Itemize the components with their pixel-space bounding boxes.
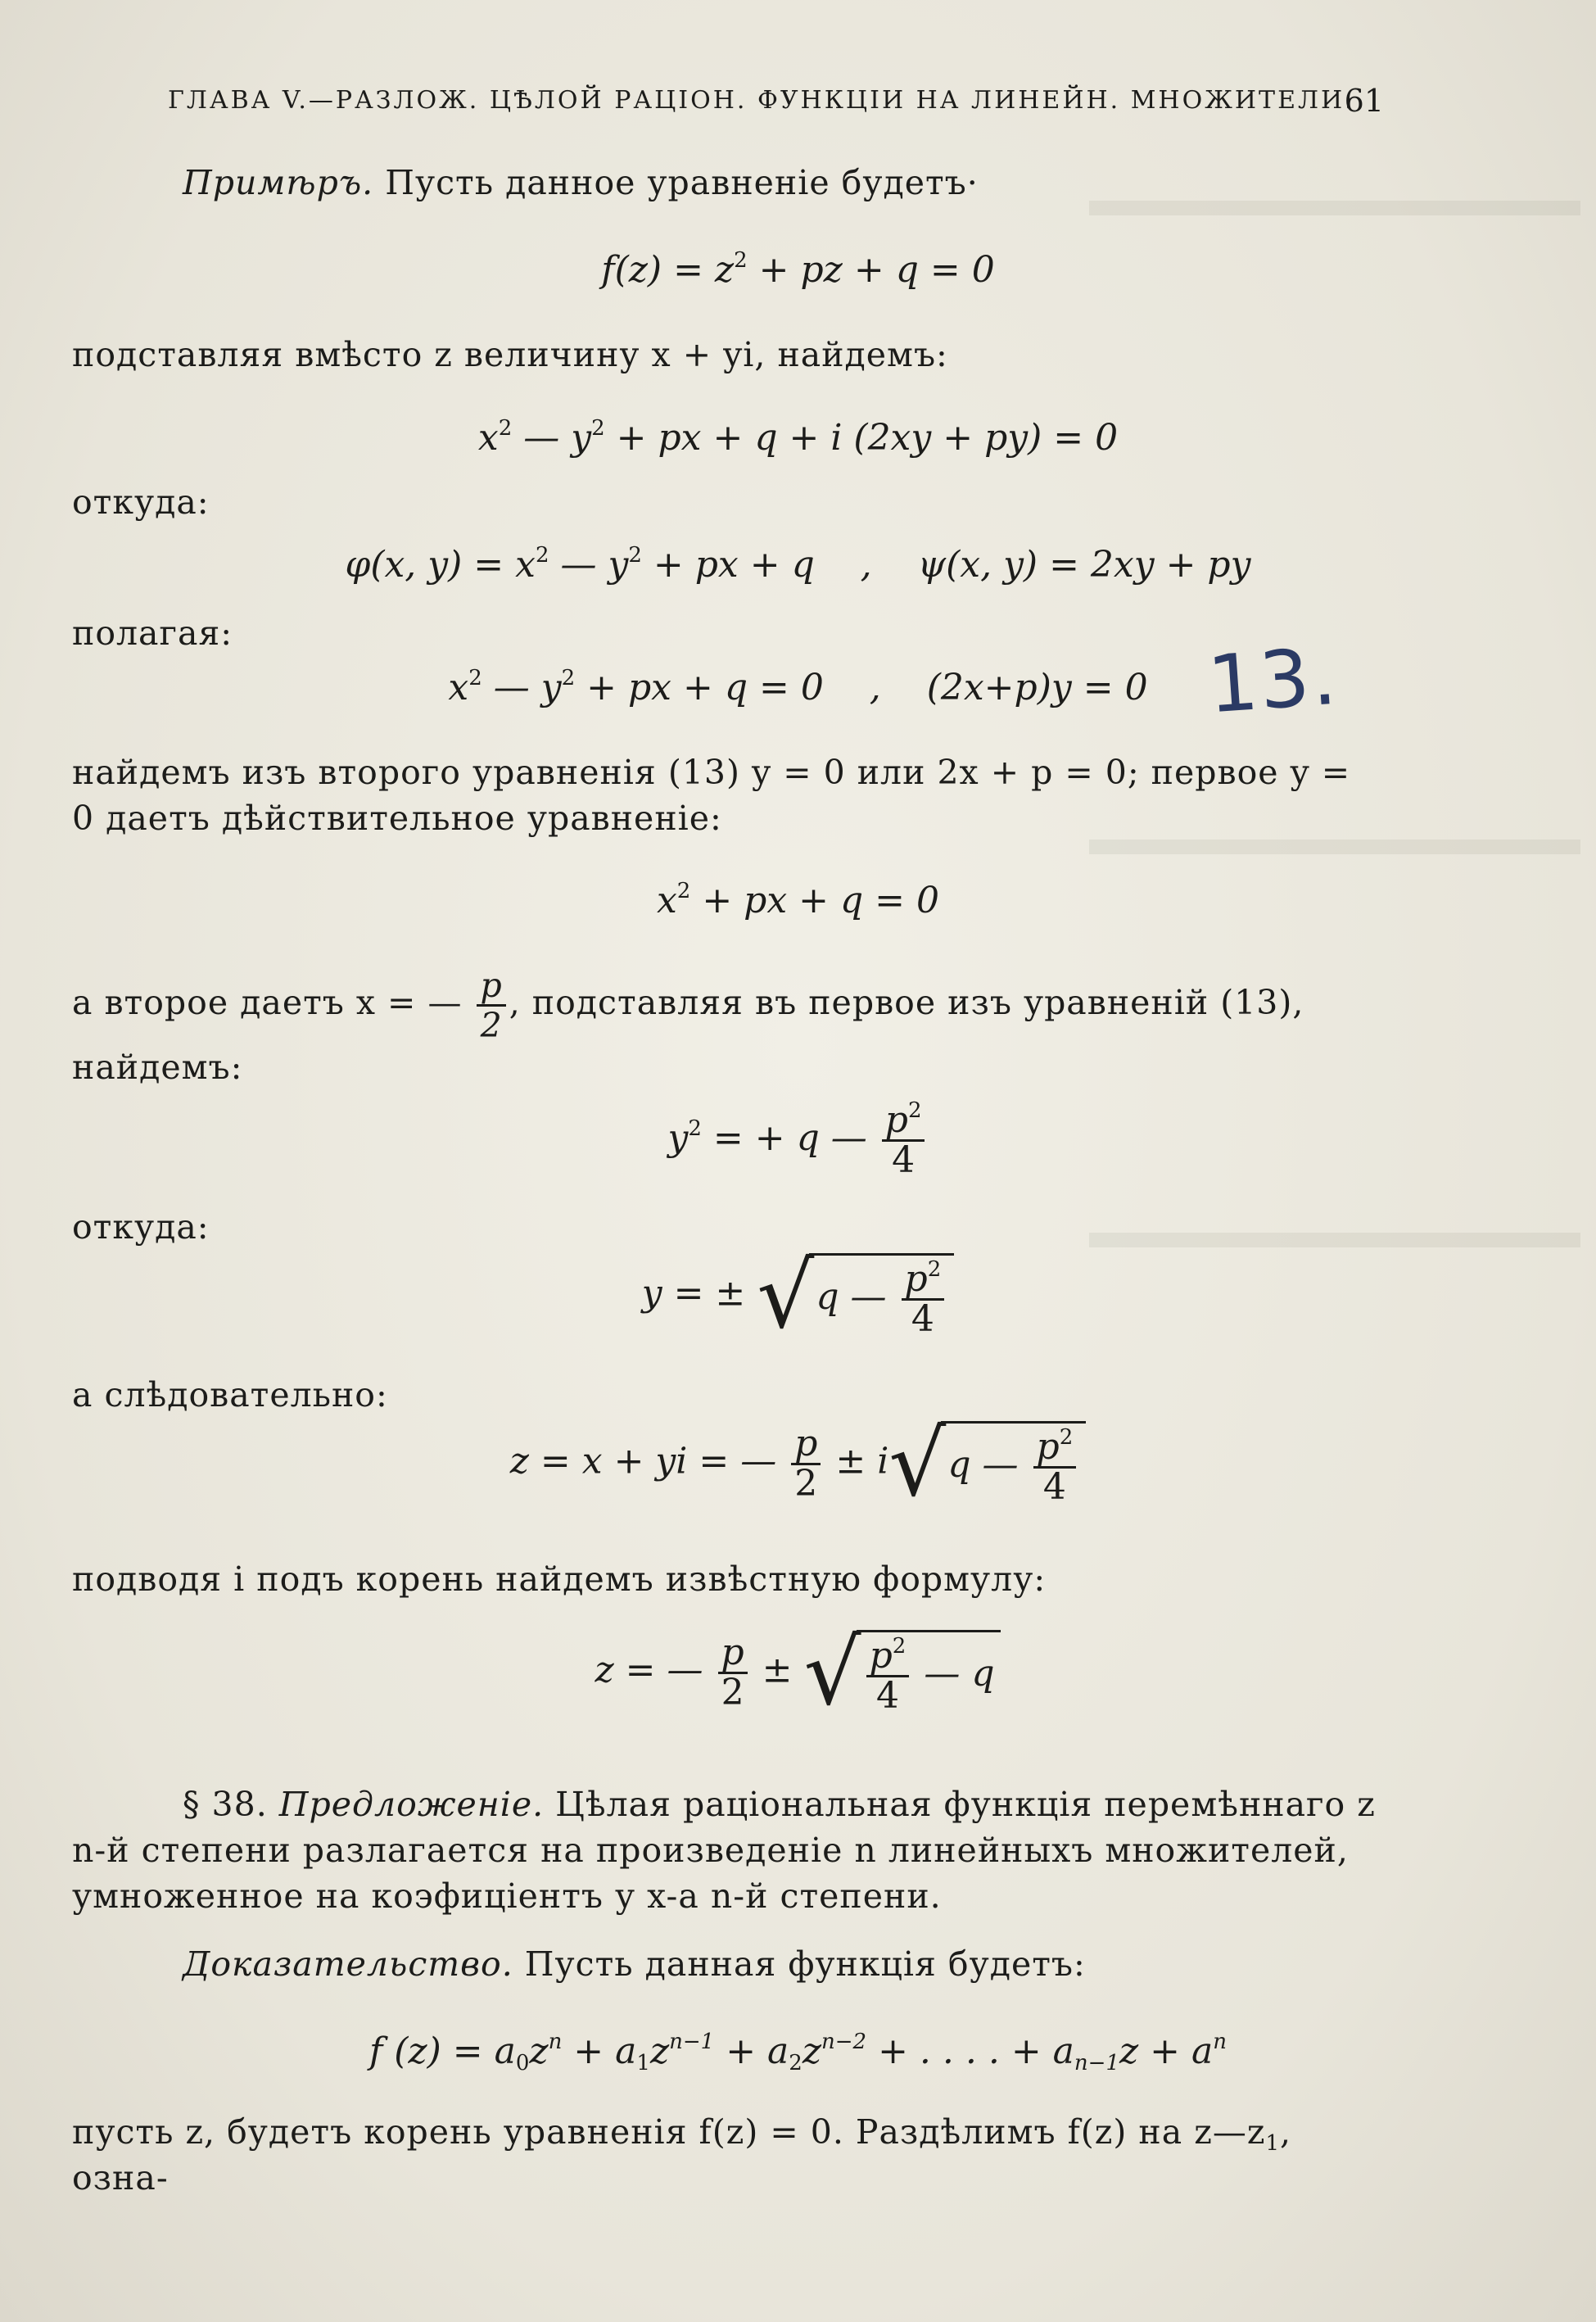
equation-5: $x^2$ + px + q = 0: [656, 879, 940, 921]
paragraph-2: откуда:: [72, 482, 210, 522]
equation-9: z = — $\frac{p}{2}$ ± √ $\frac{p^2}{4}$ — q: [0, 1630, 1596, 1715]
equation-3: φ(x, $y) = x^2$ — $y^2$ + px + q , ψ(x, y) = 2xy + py: [345, 543, 1251, 586]
equation-10: f $(z) = a_0z^n + a_1z^{n-1} + a_2z^{n-2}$ + . . . . + $a_{n-1}z + a^n$: [368, 2030, 1228, 2075]
example-intro-text: Пусть данное уравненіе будетъ·: [373, 163, 979, 202]
paragraph-1: подставляя вмѣсто z величину x + yi, найдемъ:: [72, 335, 948, 374]
equation-7: y = ± √q — $\frac{p^2}{4}$: [0, 1253, 1596, 1338]
paragraph-3: полагая:: [72, 613, 233, 653]
bleed-through-line: [1089, 840, 1580, 854]
equation-6: $y^2$ = + q — $\frac{p^2}{4}$: [0, 1102, 1596, 1179]
example-label: Примѣръ.: [183, 163, 374, 202]
example-intro: [72, 160, 1382, 206]
proof-label: Доказательство.: [183, 1944, 513, 1984]
equation-8: z = x + yi = — $\frac{p}{2}$ ± i√q — $\frac{p^2}{4}$: [0, 1421, 1596, 1506]
proof-intro: [72, 1941, 1382, 1987]
section-text: Цѣлая раціональная функція перемѣннаго z n-й степени разлагается на произведеніе n линейныхъ множителей, умноженное на коэфиціентъ у x-а n-й степени.: [72, 1785, 1376, 1916]
paragraph-8: подводя i подъ корень найдемъ извѣстную формулу:: [72, 1559, 1047, 1599]
paragraph-4: найдемъ изъ второго уравненія (13) y = 0 или 2x + p = 0; первое y = 0 даетъ дѣйствительное уравненіе:: [72, 753, 1351, 838]
handwritten-annotation: 13.: [1205, 630, 1341, 731]
proof-text: Пусть данная функція будетъ:: [513, 1944, 1086, 1984]
equation-1: $f(z) = z^2$ + pz + q = 0: [601, 248, 995, 291]
page-number: 61: [1344, 83, 1384, 119]
equation-2: $x^2$ — $y^2$ + px + q + i (2xy + py) = 0: [477, 416, 1119, 459]
paragraph-9: пусть z, будетъ корень уравненія f(z) = 0. Раздѣлимъ f(z) на $z—z_1$, озна-: [72, 2112, 1292, 2198]
section-label: Предложеніе.: [278, 1785, 545, 1824]
paragraph-7: а слѣдовательно:: [72, 1375, 388, 1414]
paragraph-6: откуда:: [72, 1207, 210, 1247]
paragraph-5: а второе даетъ x = — $\frac{p}{2}$ , подставляя въ первое изъ уравненій (13), найдемъ:: [72, 966, 1304, 1087]
section-number: § 38.: [183, 1785, 268, 1824]
running-head-title: ГЛАВА V.—РАЗЛОЖ. ЦѢЛОЙ РАЦІОН. ФУНКЦІИ НА ЛИНЕЙН. МНОЖИТЕЛИ.: [168, 86, 1355, 115]
section-38: [72, 1781, 1382, 1919]
running-head: [168, 83, 1384, 119]
equation-4: $x^2$ — $y^2$ + px + q = 0 , (2x+p)y = 0: [448, 666, 1148, 708]
